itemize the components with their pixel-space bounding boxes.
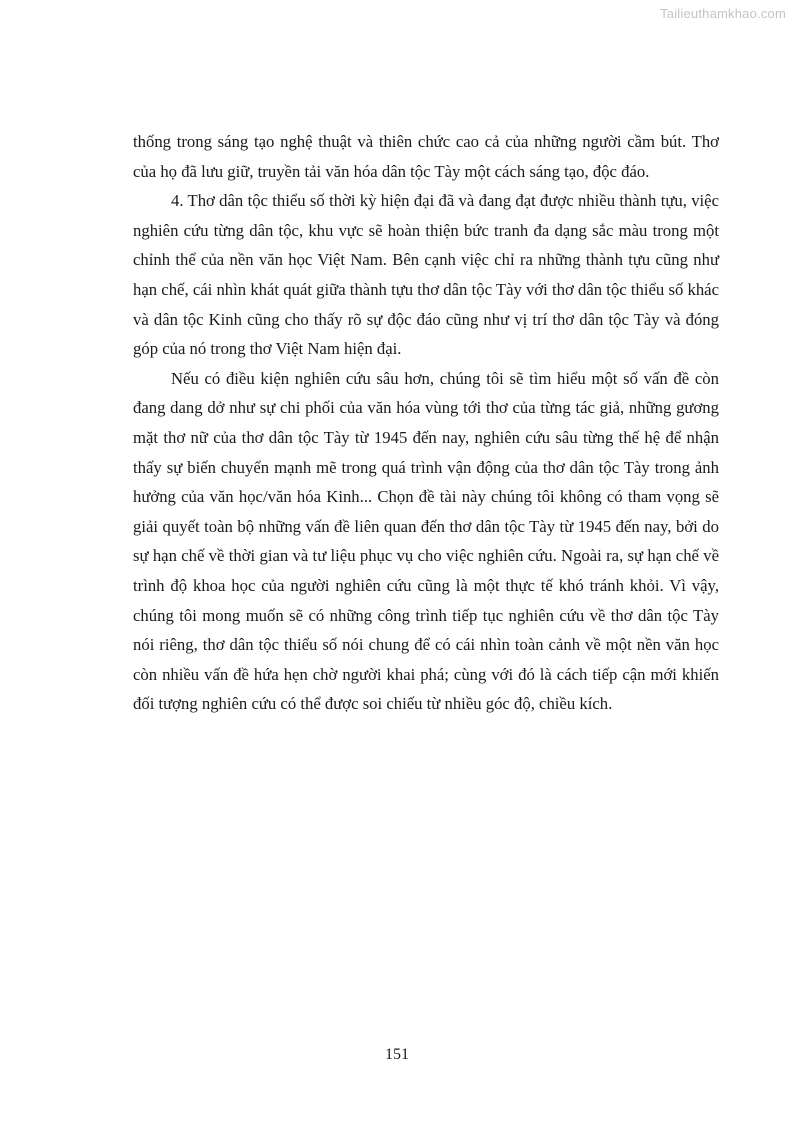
- watermark: Tailieuthamkhao.com: [660, 6, 786, 21]
- paragraph-point-4: 4. Thơ dân tộc thiểu số thời kỳ hiện đại đã và đang đạt được nhiều thành tựu, việc nghiên cứu từng dân tộc, khu vực sẽ hoàn thiện bức tranh đa dạng sắc màu trong một chỉnh thể của nền văn học Việt Nam. Bên cạnh việc chỉ ra những thành tựu cũng như hạn chế, cái nhìn khát quát giữa thành tựu thơ dân tộc Tày với thơ dân tộc thiểu số khác và dân tộc Kinh cũng cho thấy rõ sự độc đáo cũng như vị trí thơ dân tộc Tày và đóng góp của nó trong thơ Việt Nam hiện đại.: [133, 191, 719, 359]
- paragraph-continuation: thống trong sáng tạo nghệ thuật và thiên chức cao cả của những người cầm bút. Thơ của họ đã lưu giữ, truyền tải văn hóa dân tộc Tày một cách sáng tạo, độc đáo.: [133, 132, 719, 181]
- document-body: [133, 127, 719, 719]
- paragraph-future-research: Nếu có điều kiện nghiên cứu sâu hơn, chúng tôi sẽ tìm hiểu một số vấn đề còn đang dang dở như sự chi phối của văn hóa vùng tới thơ của từng tác giả, những gương mặt thơ nữ của thơ dân tộc Tày từ 1945 đến nay, nghiên cứu sâu từng thế hệ để nhận thấy sự biến chuyển mạnh mẽ trong quá trình vận động của thơ dân tộc Tày trong ảnh hưởng của văn học/văn hóa Kinh... Chọn đề tài này chúng tôi không có tham vọng sẽ giải quyết toàn bộ những vấn đề liên quan đến thơ dân tộc Tày từ 1945 đến nay, bởi do sự hạn chế về thời gian và tư liệu phục vụ cho việc nghiên cứu. Ngoài ra, sự hạn chế về trình độ khoa học của người nghiên cứu cũng là một thực tế khó tránh khỏi. Vì vậy, chúng tôi mong muốn sẽ có những công trình tiếp tục nghiên cứu về thơ dân tộc Tày nói riêng, thơ dân tộc thiểu số nói chung để có cái nhìn toàn cảnh về một nền văn học còn nhiều vấn đề hứa hẹn chờ người khai phá; cùng với đó là cách tiếp cận mới khiến đối tượng nghiên cứu có thể được soi chiếu từ nhiều góc độ, chiều kích.: [133, 368, 719, 714]
- page-number: 151: [385, 1046, 409, 1063]
